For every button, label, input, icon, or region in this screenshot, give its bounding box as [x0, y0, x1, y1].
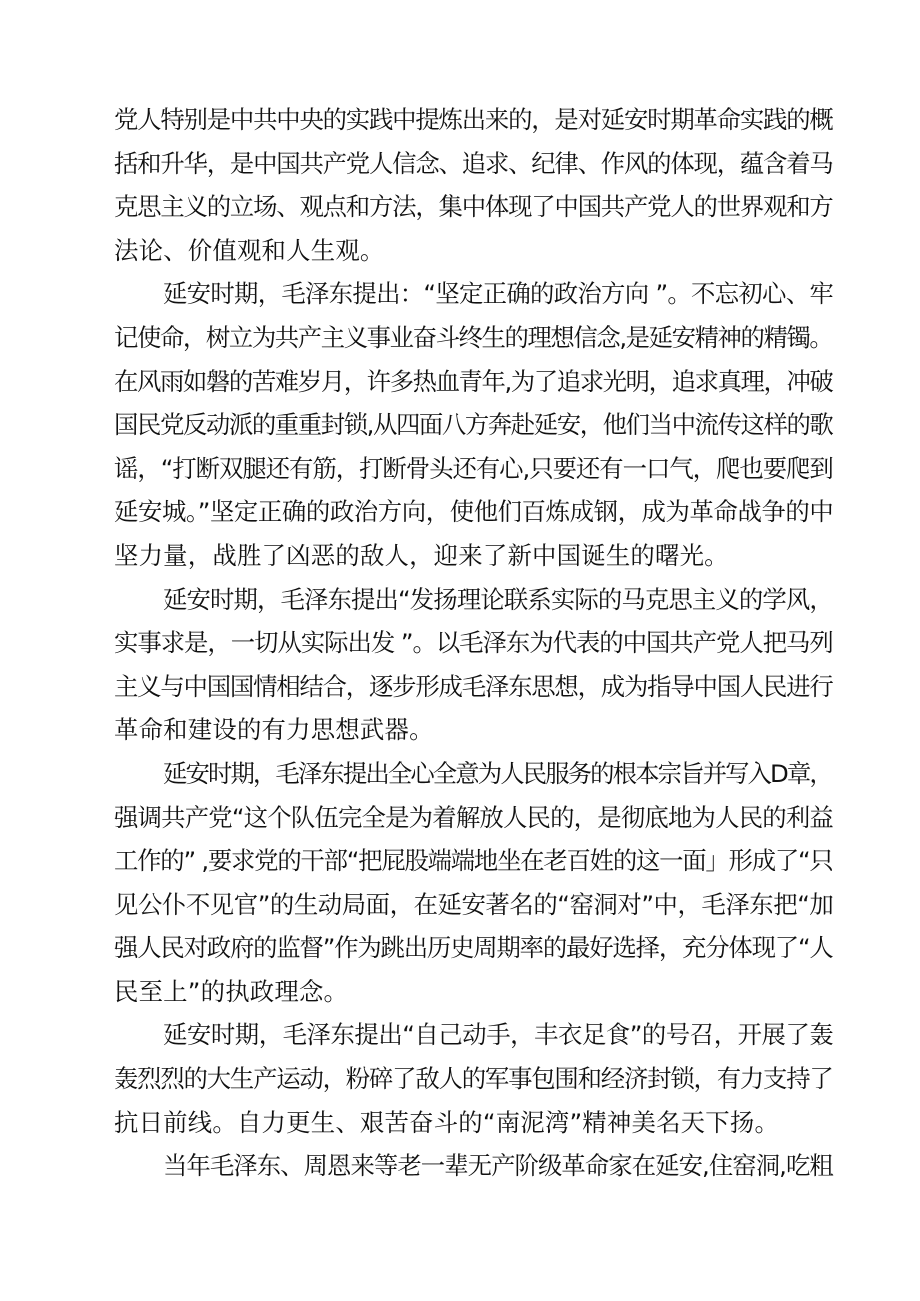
text-line: 延安时期，毛泽东提出“自己动手，丰衣足食”的号召，开展了轰: [163, 1020, 834, 1050]
text-line: 革命和建设的有力思想武器。: [114, 715, 434, 745]
text-line: 延安时期，毛泽东提出：“坚定正确的政治方向 ”。不忘初心、牢: [163, 279, 834, 309]
text-line: 延安城。”坚定正确的政治方向，使他们百炼成钢，成为革命战争的中: [114, 497, 834, 527]
text-line: 坚力量，战胜了凶恶的敌人，迎来了新中国诞生的曙光。: [114, 540, 729, 570]
text-line: 国民党反动派的重重封锁,从四面八方奔赴延安，他们当中流传这样的歌: [114, 410, 833, 440]
text-line: 民至上”的执政理念。: [114, 976, 349, 1006]
text-line: 党人特别是中共中央的实践中提炼出来的，是对延安时期革命实践的概: [114, 105, 833, 134]
text-line: 记使命，树立为共产主义事业奋斗终生的理想信念,是延安精神的精镯。: [114, 322, 833, 352]
paragraph-6: [114, 1144, 834, 1188]
text-line: 延安时期，毛泽东提出全心全意为人民服务的根本宗旨并写入D章，: [163, 758, 832, 788]
text-line: 克思主义的立场、观点和方法，集中体现了中国共产党人的世界观和方: [114, 192, 833, 222]
text-line: 见公仆不见官”的生动局面，在延安著名的“窑洞对”中，毛泽东把“加: [114, 889, 834, 919]
paragraph-2: [114, 272, 834, 577]
text-line: 实事求是，一切从实际出发 ”。以毛泽东为代表的中国共产党人把马列: [114, 628, 833, 658]
text-line: 主义与中国国情相结合，逐步形成毛泽东思想，成为指导中国人民进行: [114, 671, 833, 701]
paragraph-1: [114, 98, 834, 272]
text-line: 强调共产党“这个队伍完全是为着解放人民的，是彻底地为人民的利益: [114, 802, 833, 832]
text-line: 抗日前线。自力更生、艰苦奋斗的“南泥湾”精神美名天下扬。: [114, 1107, 780, 1137]
text-line: 延安时期，毛泽东提出“发扬理论联系实际的马克思主义的学风，: [163, 584, 833, 614]
text-line: 强人民对政府的监督”作为跳出历史周期率的最好选择，充分体现了“人: [114, 933, 833, 963]
paragraph-4: [114, 752, 834, 1014]
text-line: 在风雨如磐的苦难岁月，许多热血青年,为了追求光明，追求真理，冲破: [114, 366, 833, 396]
paragraph-5: [114, 1013, 834, 1144]
text-line: 工作的” ,要求党的干部“把屁股端端地坐在老百姓的这一面」形成了“只: [114, 846, 833, 876]
text-line: 当年毛泽东、周恩来等老一辈无产阶级革命家在延安,住窑洞,吃粗: [163, 1151, 833, 1181]
text-line: 括和升华，是中国共产党人信念、追求、纪律、作风的体现，蕴含着马: [114, 148, 833, 178]
text-line: 轰烈烈的大生产运动，粉碎了敌人的军事包围和经济封锁，有力支持了: [114, 1064, 833, 1094]
paragraph-3: [114, 578, 834, 752]
text-line: 法论、价值观和人生观。: [114, 235, 385, 265]
document-body: [114, 98, 834, 1188]
text-line: 谣，“打断双腿还有筋，打断骨头还有心,只要还有一口气，爬也要爬到: [114, 453, 833, 483]
